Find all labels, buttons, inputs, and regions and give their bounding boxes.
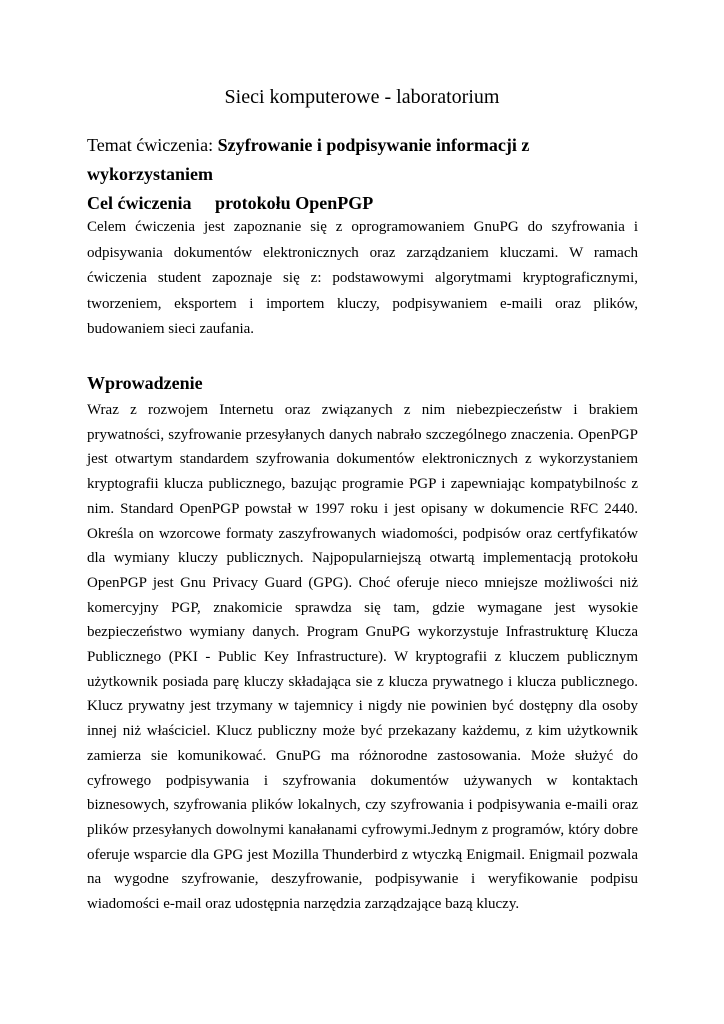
- section-body-introduction: Wraz z rozwojem Internetu oraz związanych z nim niebezpieczeństw i brakiem prywatności, szyfrowanie przesyłanych danych nabrało szczególnego znaczenia. OpenPGP jest otwartym standardem szyfrowania dokumentów elektronicznych z wykorzystaniem kryptografii klucza publicznego, bazując programie PGP i zapewniając kompatybilnośc z nim. Standard OpenPGP powstał w 1997 roku i jest opisany w dokumencie RFC 2440. Określa on wzorcowe formaty zaszyfrowanych wiadomości, podpisów oraz certfyfikatów dla wymiany kluczy publicznych. Najpopularniejszą otwartą implementacją protokołu OpenPGP jest Gnu Privacy Guard (GPG). Choć oferuje nieco mniejsze możliwości niż komercyjny PGP, znakomicie sprawdza się tam, gdzie wymagane jest wysokie bezpieczeństwo wymiany danych. Program GnuPG wykorzystuje Infrastrukturę Klucza Publicznego (PKI - Public Key Infrastructure). W kryptografii z kluczem publicznym użytkownik posiada parę kluczy składająca sie z klucza prywatnego i klucza publicznego. Klucz prywatny jest trzymany w tajemnicy i nigdy nie powinien być dostępny dla osoby innej niż właściciel. Klucz publiczny może być przekazany każdemu, z kim użytkownik zamierza sie komunikować. GnuPG ma różnorodne zastosowania. Może służyć do cyfrowego podpisywania i szyfrowania dokumentów używanych w kontaktach biznesowych, szyfrowania plików lokalnych, czy szyfrowania i podpisywania e-maili oraz plików przesyłanych dowolnymi kanałanami cyfrowymi.Jednym z programów, który dobre oferuje wsparcie dla GPG jest Mozilla Thunderbird z wtyczką Enigmail. Enigmail pozwala na wygodne szyfrowanie, deszyfrowanie, podpisywanie i weryfikowanie podpisu wiadomości e-mail oraz udostępnia narzędzia zarządzające bazą kluczy.: [87, 402, 638, 913]
- section-body-goal: Celem ćwiczenia jest zapoznanie się z oprogramowaniem GnuPG do szyfrowania i odpisywania dokumentów elektronicznych oraz zarządzaniem kluczami. W ramach ćwiczenia student zapoznaje się z: podstawowymi algorytmami kryptograficznymi, tworzeniem, eksportem i importem kluczy, podpisywaniem e-maili oraz plików, budowaniem sieci zaufania.: [87, 219, 638, 337]
- topic-label: Temat ćwiczenia:: [87, 135, 218, 155]
- topic-title-line-2: protokołu OpenPGP: [215, 193, 374, 213]
- topic-title-line-1: Szyfrowanie i podpisywanie informacji z wykorzystaniem: [87, 135, 530, 184]
- section-heading-goal: Cel ćwiczenia: [87, 193, 192, 213]
- section-heading-introduction: Wprowadzenie: [87, 373, 203, 393]
- document-title: Sieci komputerowe - laboratorium: [224, 86, 500, 108]
